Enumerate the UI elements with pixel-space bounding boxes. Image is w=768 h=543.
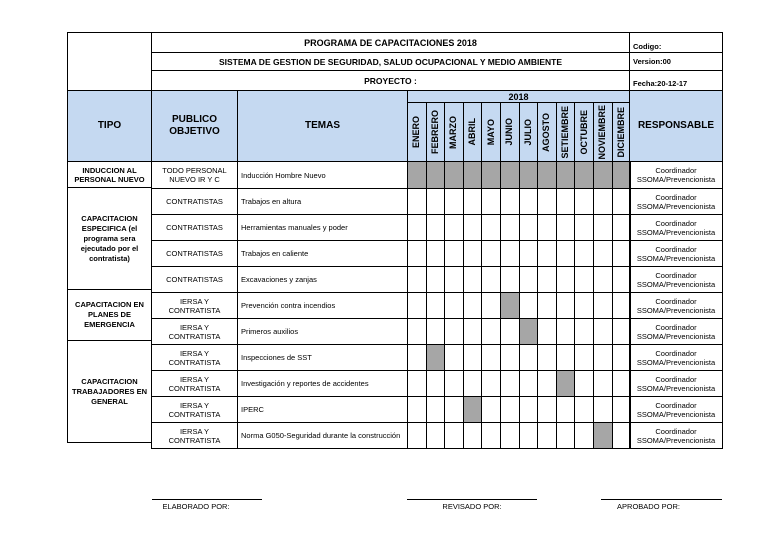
- month-cell: [519, 240, 539, 267]
- month-cell: [444, 318, 464, 345]
- publico-cell: IERSA Y CONTRATISTA: [151, 370, 238, 397]
- month-cell: [407, 214, 427, 241]
- month-cell: [556, 266, 576, 293]
- month-header-8: [537, 102, 557, 162]
- month-cell-scheduled: [500, 161, 520, 189]
- month-label: NOVIEMBRE: [597, 104, 608, 160]
- month-cell: [481, 240, 501, 267]
- month-cell-scheduled: [519, 318, 539, 345]
- col-tipo: TIPO: [67, 90, 152, 162]
- month-cell: [426, 396, 446, 423]
- month-cell: [444, 214, 464, 241]
- month-label: SETIEMBRE: [560, 105, 571, 159]
- month-label: AGOSTO: [541, 112, 552, 152]
- month-cell: [500, 214, 520, 241]
- publico-cell: TODO PERSONAL NUEVO IR Y C: [151, 161, 238, 189]
- month-cell: [407, 188, 427, 215]
- month-cell: [481, 344, 501, 371]
- month-cell: [556, 240, 576, 267]
- tema-cell: Trabajos en altura: [237, 188, 408, 215]
- month-cell-scheduled: [574, 161, 594, 189]
- tema-cell: IPERC: [237, 396, 408, 423]
- group-especifica: CAPACITACION ESPECIFICA (el programa sera ejecutado por el contratista): [67, 187, 152, 290]
- month-cell: [463, 344, 483, 371]
- month-cell: [519, 188, 539, 215]
- publico-cell: CONTRATISTAS: [151, 266, 238, 293]
- month-header-1: [407, 102, 427, 162]
- month-cell: [463, 266, 483, 293]
- month-header-9: [556, 102, 576, 162]
- tema-cell: Prevención contra incendios: [237, 292, 408, 319]
- month-label: FEBRERO: [429, 109, 440, 154]
- month-cell: [407, 370, 427, 397]
- aprobado-line: [601, 499, 722, 500]
- publico-cell: IERSA Y CONTRATISTA: [151, 422, 238, 449]
- month-cell: [426, 266, 446, 293]
- month-cell: [426, 370, 446, 397]
- responsable-cell: Coordinador SSOMA/Prevencionista: [629, 188, 723, 215]
- elaborado-line: [152, 499, 262, 500]
- responsable-cell: Coordinador SSOMA/Prevencionista: [629, 161, 723, 189]
- month-cell: [481, 370, 501, 397]
- month-cell: [444, 188, 464, 215]
- month-cell: [574, 318, 594, 345]
- month-cell: [556, 344, 576, 371]
- month-cell: [574, 292, 594, 319]
- responsable-cell: Coordinador SSOMA/Prevencionista: [629, 396, 723, 423]
- month-cell: [463, 422, 483, 449]
- month-cell: [463, 214, 483, 241]
- month-cell: [593, 344, 613, 371]
- month-cell: [426, 292, 446, 319]
- month-cell: [593, 370, 613, 397]
- page-title: PROGRAMA DE CAPACITACIONES 2018: [151, 32, 630, 53]
- month-cell: [574, 422, 594, 449]
- month-cell: [500, 370, 520, 397]
- elaborado-label: ELABORADO POR:: [162, 502, 230, 511]
- month-header-10: [574, 102, 594, 162]
- month-label: MAYO: [485, 118, 496, 146]
- month-cell: [537, 240, 557, 267]
- month-cell: [519, 422, 539, 449]
- tema-cell: Inducción Hombre Nuevo: [237, 161, 408, 189]
- month-cell-scheduled: [481, 161, 501, 189]
- month-cell: [537, 188, 557, 215]
- tema-cell: Excavaciones y zanjas: [237, 266, 408, 293]
- month-label: ENERO: [411, 115, 422, 148]
- tema-cell: Inspecciones de SST: [237, 344, 408, 371]
- publico-cell: IERSA Y CONTRATISTA: [151, 318, 238, 345]
- month-cell: [500, 318, 520, 345]
- month-label: OCTUBRE: [578, 109, 589, 155]
- month-cell: [593, 214, 613, 241]
- publico-cell: CONTRATISTAS: [151, 214, 238, 241]
- month-header-11: [593, 102, 613, 162]
- month-cell-scheduled: [556, 161, 576, 189]
- tema-cell: Norma G050-Seguridad durante la construcción: [237, 422, 408, 449]
- month-cell: [537, 422, 557, 449]
- responsable-cell: Coordinador SSOMA/Prevencionista: [629, 292, 723, 319]
- month-cell: [537, 292, 557, 319]
- month-cell-scheduled: [444, 161, 464, 189]
- month-cell: [500, 188, 520, 215]
- month-cell: [556, 422, 576, 449]
- month-cell: [481, 214, 501, 241]
- month-cell: [574, 370, 594, 397]
- month-cell: [574, 214, 594, 241]
- month-cell-scheduled: [556, 370, 576, 397]
- month-cell: [407, 396, 427, 423]
- month-cell: [593, 318, 613, 345]
- group-emergencia: CAPACITACION EN PLANES DE EMERGENCIA: [67, 289, 152, 341]
- publico-cell: IERSA Y CONTRATISTA: [151, 344, 238, 371]
- month-cell: [444, 396, 464, 423]
- responsable-cell: Coordinador SSOMA/Prevencionista: [629, 422, 723, 449]
- col-year: 2018: [407, 90, 630, 103]
- month-cell: [593, 292, 613, 319]
- month-cell: [481, 292, 501, 319]
- month-header-6: [500, 102, 520, 162]
- month-cell: [537, 370, 557, 397]
- month-cell: [481, 266, 501, 293]
- month-header-7: [519, 102, 539, 162]
- month-cell: [556, 188, 576, 215]
- month-cell: [407, 422, 427, 449]
- tema-cell: Primeros auxilios: [237, 318, 408, 345]
- responsable-cell: Coordinador SSOMA/Prevencionista: [629, 344, 723, 371]
- month-cell: [407, 344, 427, 371]
- month-label: DICIEMBRE: [615, 106, 626, 158]
- project-label: PROYECTO :: [151, 70, 630, 91]
- logo-area: [67, 32, 152, 91]
- responsable-cell: Coordinador SSOMA/Prevencionista: [629, 240, 723, 267]
- fecha-label: Fecha:20-12-17: [629, 70, 723, 91]
- month-cell: [519, 214, 539, 241]
- month-cell: [407, 266, 427, 293]
- tema-cell: Investigación y reportes de accidentes: [237, 370, 408, 397]
- month-cell: [593, 266, 613, 293]
- group-induccion: INDUCCION AL PERSONAL NUEVO: [67, 161, 152, 188]
- month-cell: [444, 240, 464, 267]
- month-cell-scheduled: [426, 161, 446, 189]
- month-cell: [463, 240, 483, 267]
- col-temas: TEMAS: [237, 90, 408, 162]
- month-cell: [537, 266, 557, 293]
- month-cell: [519, 370, 539, 397]
- month-cell: [574, 188, 594, 215]
- month-cell: [500, 240, 520, 267]
- month-cell: [444, 344, 464, 371]
- revisado-line: [407, 499, 537, 500]
- month-cell: [593, 396, 613, 423]
- month-cell: [426, 240, 446, 267]
- month-cell: [593, 240, 613, 267]
- month-cell-scheduled: [519, 161, 539, 189]
- codigo-label: Codigo:: [629, 32, 723, 53]
- month-cell: [593, 188, 613, 215]
- responsable-cell: Coordinador SSOMA/Prevencionista: [629, 370, 723, 397]
- month-cell: [537, 214, 557, 241]
- month-cell: [426, 188, 446, 215]
- month-label: ABRIL: [467, 118, 478, 146]
- month-label: MARZO: [448, 115, 459, 149]
- responsable-cell: Coordinador SSOMA/Prevencionista: [629, 266, 723, 293]
- month-cell: [407, 240, 427, 267]
- month-cell: [537, 396, 557, 423]
- month-cell: [574, 266, 594, 293]
- month-cell: [426, 214, 446, 241]
- tema-cell: Herramientas manuales y poder: [237, 214, 408, 241]
- month-cell: [444, 370, 464, 397]
- page-subtitle: SISTEMA DE GESTION DE SEGURIDAD, SALUD OCUPACIONAL Y MEDIO AMBIENTE: [151, 52, 630, 71]
- month-cell: [574, 396, 594, 423]
- publico-cell: CONTRATISTAS: [151, 240, 238, 267]
- month-cell: [426, 422, 446, 449]
- publico-cell: IERSA Y CONTRATISTA: [151, 396, 238, 423]
- month-cell: [519, 344, 539, 371]
- publico-cell: IERSA Y CONTRATISTA: [151, 292, 238, 319]
- publico-cell: CONTRATISTAS: [151, 188, 238, 215]
- version-label: Version:00: [629, 52, 723, 71]
- group-general: CAPACITACION TRABAJADORES EN GENERAL: [67, 340, 152, 443]
- responsable-cell: Coordinador SSOMA/Prevencionista: [629, 214, 723, 241]
- month-cell: [444, 292, 464, 319]
- month-cell-scheduled: [463, 161, 483, 189]
- month-cell: [500, 344, 520, 371]
- month-label: JUNIO: [504, 118, 515, 146]
- month-cell: [500, 396, 520, 423]
- col-responsable: RESPONSABLE: [629, 90, 723, 162]
- month-cell-scheduled: [593, 161, 613, 189]
- month-cell-scheduled: [593, 422, 613, 449]
- month-cell: [556, 214, 576, 241]
- month-header-2: [426, 102, 446, 162]
- month-cell: [444, 266, 464, 293]
- month-header-4: [463, 102, 483, 162]
- month-cell: [426, 318, 446, 345]
- training-schedule-table: [67, 32, 723, 443]
- month-cell: [556, 318, 576, 345]
- month-cell: [556, 292, 576, 319]
- responsable-cell: Coordinador SSOMA/Prevencionista: [629, 318, 723, 345]
- month-cell: [407, 292, 427, 319]
- month-cell-scheduled: [500, 292, 520, 319]
- month-header-5: [481, 102, 501, 162]
- month-cell: [481, 318, 501, 345]
- tema-cell: Trabajos en caliente: [237, 240, 408, 267]
- month-cell: [407, 318, 427, 345]
- month-cell: [537, 318, 557, 345]
- month-cell: [574, 240, 594, 267]
- month-cell-scheduled: [407, 161, 427, 189]
- month-cell: [519, 266, 539, 293]
- month-cell: [500, 422, 520, 449]
- month-cell: [463, 292, 483, 319]
- revisado-label: REVISADO POR:: [442, 502, 502, 511]
- month-cell: [500, 266, 520, 293]
- col-publico: PUBLICO OBJETIVO: [151, 90, 238, 162]
- month-label: JULIO: [522, 118, 533, 146]
- month-cell: [481, 422, 501, 449]
- month-cell-scheduled: [537, 161, 557, 189]
- month-cell: [463, 188, 483, 215]
- aprobado-label: APROBADO POR:: [617, 502, 680, 511]
- month-cell: [481, 188, 501, 215]
- month-cell: [537, 344, 557, 371]
- month-cell-scheduled: [426, 344, 446, 371]
- month-cell: [463, 318, 483, 345]
- month-header-3: [444, 102, 464, 162]
- month-cell: [463, 370, 483, 397]
- month-cell: [481, 396, 501, 423]
- month-cell: [519, 396, 539, 423]
- month-cell: [574, 344, 594, 371]
- month-cell: [556, 396, 576, 423]
- month-cell: [444, 422, 464, 449]
- month-cell-scheduled: [463, 396, 483, 423]
- month-cell: [519, 292, 539, 319]
